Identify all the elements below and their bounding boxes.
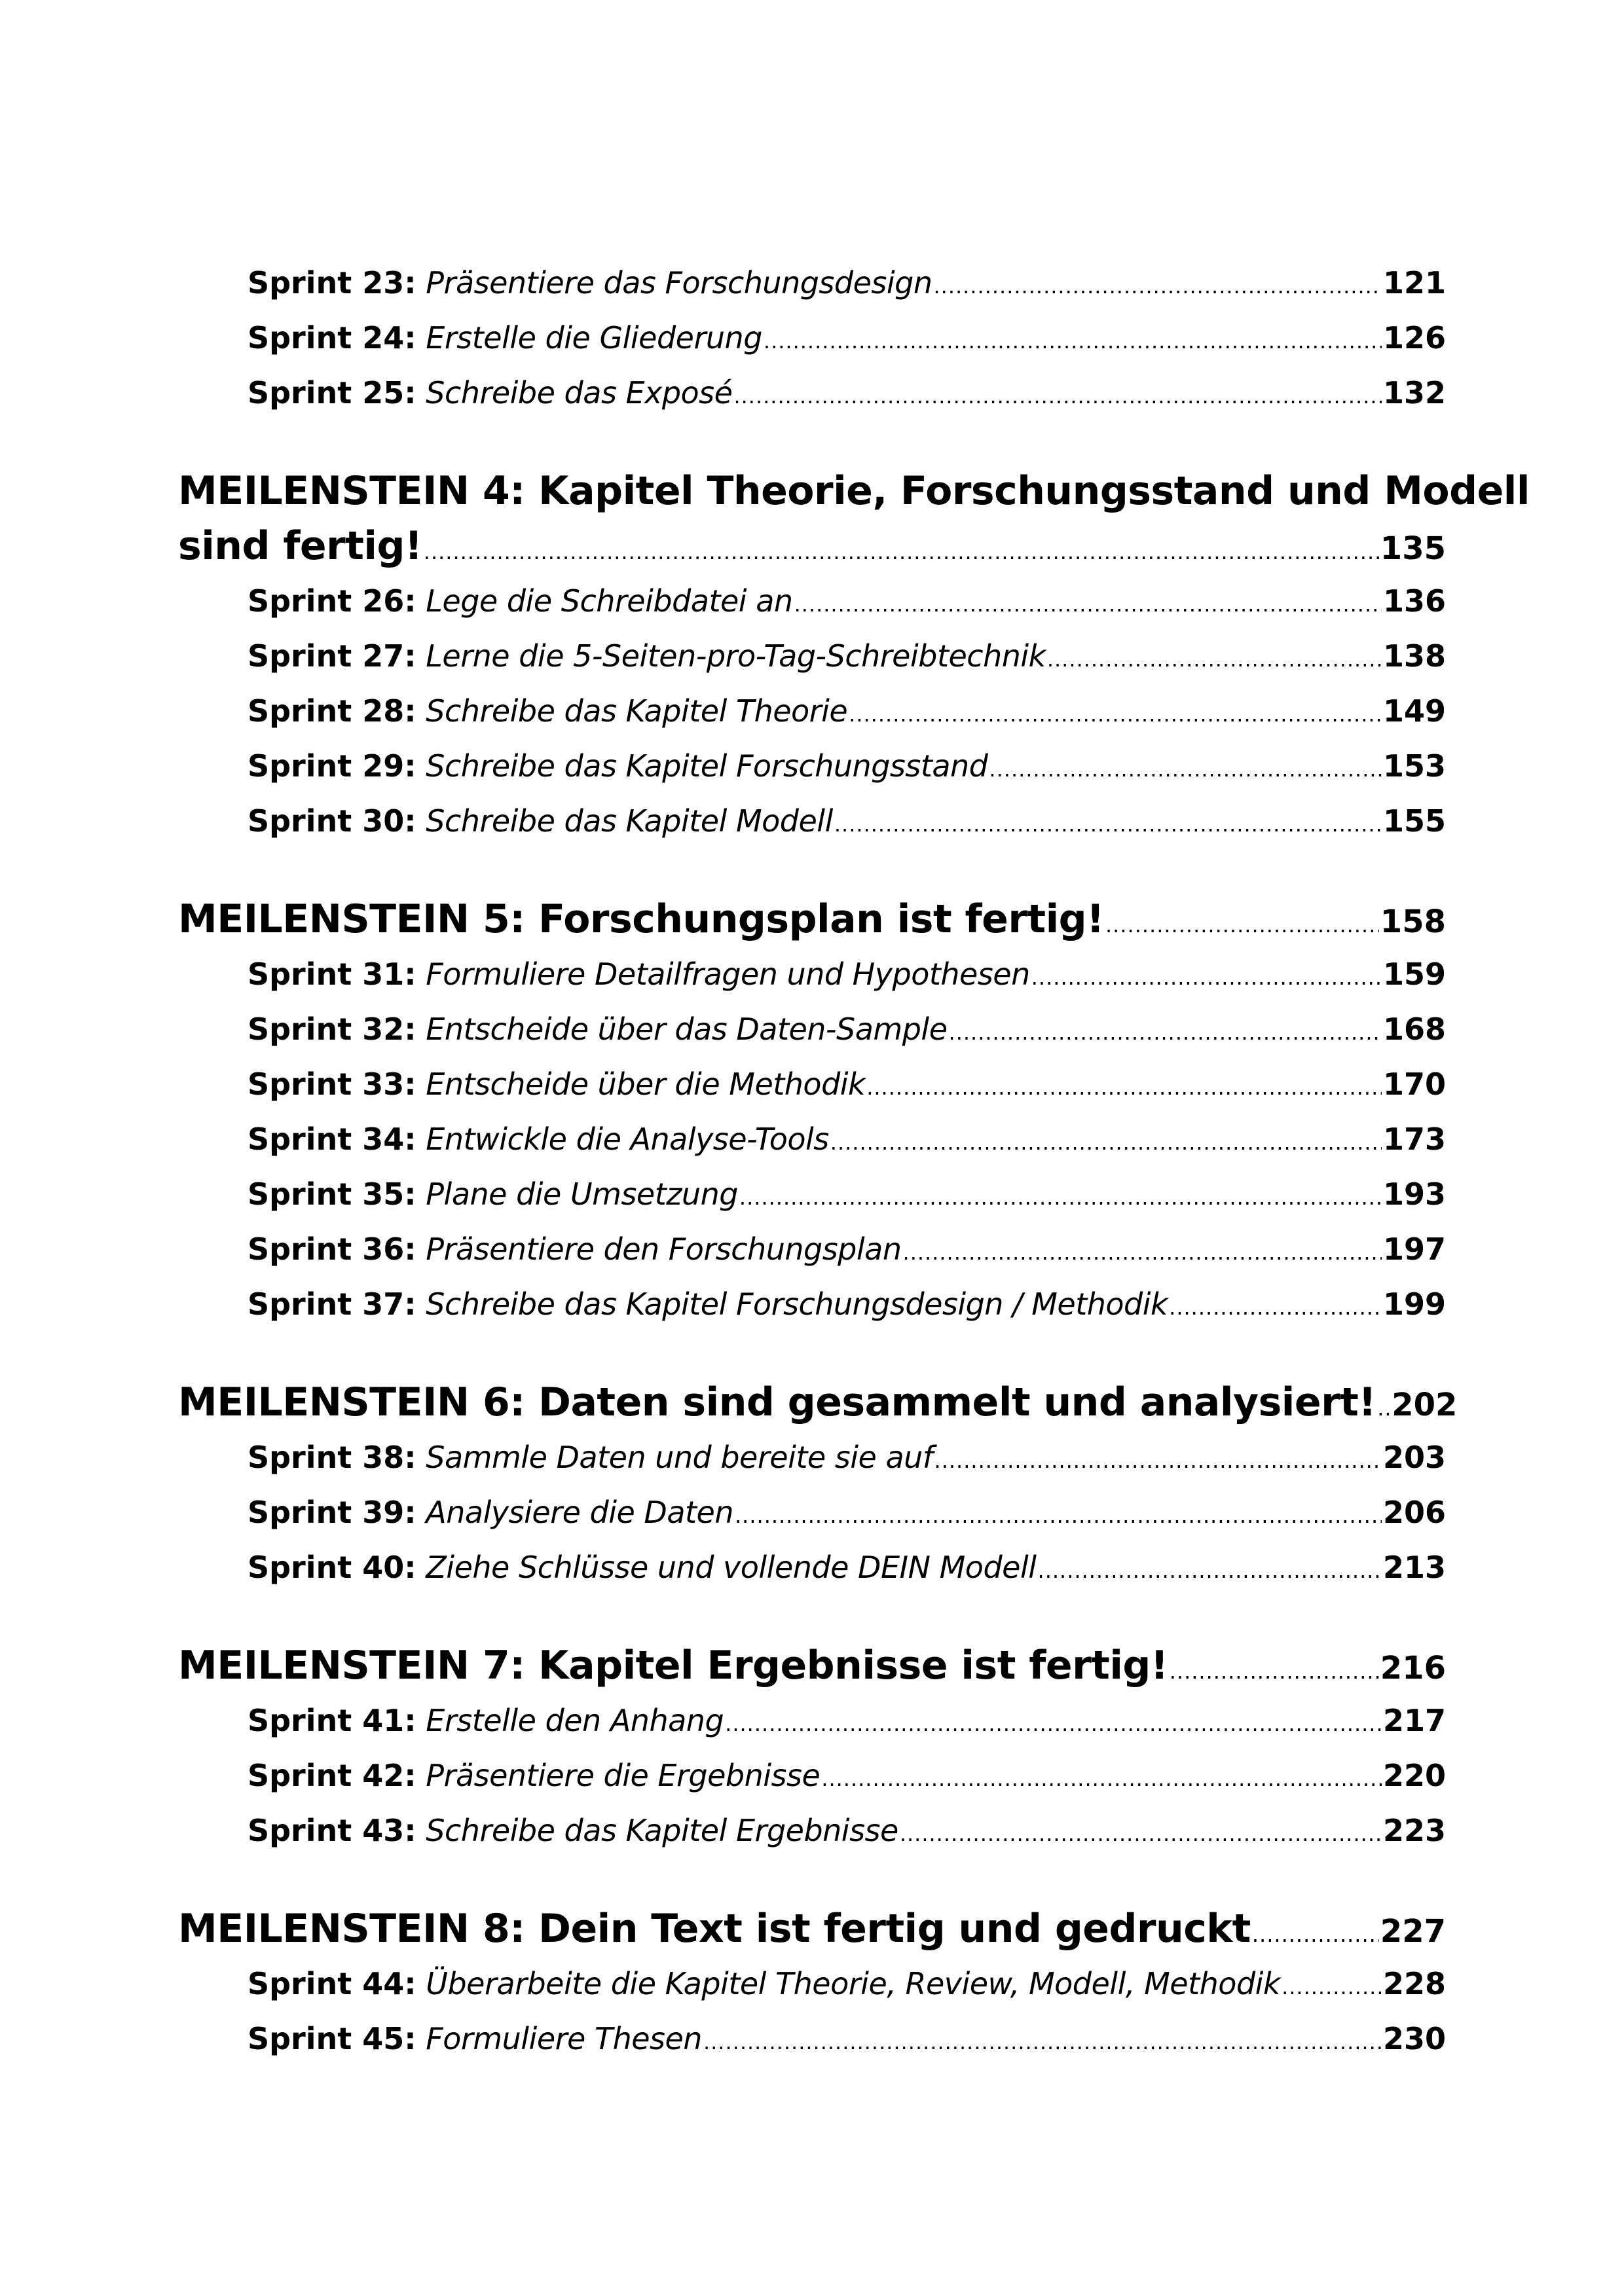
page-number: 158 <box>1380 903 1446 940</box>
dot-leader <box>934 1433 1382 1488</box>
milestone-heading[interactable] <box>178 1901 1446 1956</box>
milestone-heading[interactable] <box>178 1638 1446 1693</box>
page-number: 132 <box>1382 375 1446 410</box>
page-number: 153 <box>1382 748 1446 784</box>
sprint-title: Entwickle die Analyse-Tools <box>426 1121 829 1157</box>
dot-leader <box>794 577 1382 632</box>
dot-leader <box>849 687 1382 742</box>
toc-entry[interactable] <box>248 574 1446 629</box>
sprint-label: Sprint 25: <box>248 375 416 410</box>
sprint-label: Sprint 26: <box>248 583 416 619</box>
page-number: 173 <box>1382 1121 1446 1157</box>
dot-leader <box>1252 1907 1379 1962</box>
sprint-title: Überarbeite die Kapitel Theorie, Review, Modell, Methodik <box>426 1966 1281 2001</box>
sprint-label: Sprint 31: <box>248 957 416 992</box>
milestone-title-line2: sind fertig! <box>178 523 422 569</box>
toc-entry[interactable] <box>248 1485 1446 1540</box>
toc-entry[interactable] <box>248 310 1446 365</box>
dot-leader <box>424 524 1379 579</box>
sprint-title: Präsentiere das Forschungsdesign <box>426 265 932 301</box>
dot-leader <box>764 314 1382 369</box>
dot-leader <box>834 797 1382 852</box>
sprint-label: Sprint 23: <box>248 265 416 301</box>
page-number: 213 <box>1382 1550 1446 1585</box>
toc-entry[interactable] <box>248 738 1446 793</box>
sprint-title: Sammle Daten und bereite sie auf <box>426 1440 933 1475</box>
milestone-heading[interactable] <box>178 1375 1458 1430</box>
page-number: 193 <box>1382 1176 1446 1212</box>
toc-entry[interactable] <box>248 1167 1446 1222</box>
page-number: 203 <box>1382 1440 1446 1475</box>
sprint-title: Schreibe das Kapitel Forschungsdesign / Methodik <box>426 1286 1168 1322</box>
sprint-title: Präsentiere den Forschungsplan <box>426 1231 902 1267</box>
sprint-label: Sprint 45: <box>248 2021 416 2056</box>
sprint-title: Ziehe Schlüsse und vollende DEIN Modell <box>426 1550 1037 1585</box>
dot-leader <box>739 1170 1382 1225</box>
page-number: 206 <box>1382 1495 1446 1530</box>
sprint-label: Sprint 42: <box>248 1758 416 1793</box>
toc-entry[interactable] <box>248 365 1446 420</box>
sprint-label: Sprint 30: <box>248 803 416 839</box>
sprint-label: Sprint 44: <box>248 1966 416 2001</box>
page-number: 121 <box>1382 265 1446 301</box>
sprint-label: Sprint 24: <box>248 320 416 355</box>
page-number: 216 <box>1380 1650 1446 1686</box>
dot-leader <box>1377 1381 1390 1436</box>
milestone-heading[interactable] <box>178 464 1530 574</box>
dot-leader <box>733 369 1382 424</box>
milestone-title: MEILENSTEIN 5: Forschungsplan ist fertig! <box>178 896 1104 942</box>
milestone-title: MEILENSTEIN 6: Daten sind gesammelt und analysiert! <box>178 1379 1376 1425</box>
toc-entry[interactable] <box>248 1002 1446 1057</box>
milestone-heading[interactable] <box>178 892 1446 947</box>
page-number: 135 <box>1380 530 1446 567</box>
dot-leader <box>725 1696 1382 1751</box>
sprint-label: Sprint 35: <box>248 1176 416 1212</box>
dot-leader <box>949 1005 1382 1060</box>
toc-entry[interactable] <box>248 1430 1446 1485</box>
toc-entry[interactable] <box>248 255 1446 310</box>
toc-entry[interactable] <box>248 629 1446 683</box>
page-number: 138 <box>1382 638 1446 674</box>
page-number: 136 <box>1382 583 1446 619</box>
sprint-label: Sprint 34: <box>248 1121 416 1157</box>
dot-leader <box>903 1225 1382 1280</box>
sprint-label: Sprint 28: <box>248 693 416 729</box>
dot-leader <box>1282 1959 1382 2014</box>
dot-leader <box>1105 898 1379 953</box>
sprint-label: Sprint 39: <box>248 1495 416 1530</box>
sprint-label: Sprint 41: <box>248 1703 416 1738</box>
sprint-title: Schreibe das Kapitel Forschungsstand <box>426 748 988 784</box>
toc-entry[interactable] <box>248 1277 1446 1332</box>
dot-leader <box>1170 1644 1379 1699</box>
sprint-title: Schreibe das Exposé <box>426 375 733 410</box>
dot-leader <box>830 1115 1382 1170</box>
page-number: 126 <box>1382 320 1446 355</box>
sprint-title: Schreibe das Kapitel Modell <box>426 803 833 839</box>
page-number: 220 <box>1382 1758 1446 1793</box>
dot-leader <box>1169 1280 1382 1335</box>
sprint-title: Erstelle den Anhang <box>426 1703 724 1738</box>
dot-leader <box>1031 950 1382 1005</box>
page-number: 149 <box>1382 693 1446 729</box>
milestone-title-line1: MEILENSTEIN 4: Kapitel Theorie, Forschungsstand und Modell <box>178 468 1530 514</box>
page-number: 202 <box>1392 1387 1458 1423</box>
dot-leader <box>989 742 1382 797</box>
sprint-title: Lege die Schreibdatei an <box>426 583 793 619</box>
toc-entry[interactable] <box>248 1956 1446 2011</box>
toc-entry[interactable] <box>248 683 1446 738</box>
toc-entry[interactable] <box>248 1057 1446 1112</box>
toc-entry[interactable] <box>248 1112 1446 1167</box>
sprint-label: Sprint 40: <box>248 1550 416 1585</box>
sprint-title: Lerne die 5-Seiten-pro-Tag-Schreibtechnik <box>426 638 1046 674</box>
sprint-title: Schreibe das Kapitel Theorie <box>426 693 848 729</box>
toc-entry[interactable] <box>248 947 1446 1002</box>
table-of-contents <box>178 255 1530 2066</box>
dot-leader <box>900 1806 1382 1861</box>
page-number: 228 <box>1382 1966 1446 2001</box>
toc-entry[interactable] <box>248 2011 1446 2066</box>
dot-leader <box>1038 1543 1382 1598</box>
dot-leader <box>933 259 1381 314</box>
page-number: 217 <box>1382 1703 1446 1738</box>
toc-entry[interactable] <box>248 1693 1446 1748</box>
page-number: 159 <box>1382 957 1446 992</box>
sprint-title: Formuliere Thesen <box>426 2021 702 2056</box>
page-number: 168 <box>1382 1011 1446 1047</box>
sprint-title: Analysiere die Daten <box>426 1495 733 1530</box>
milestone-title: MEILENSTEIN 7: Kapitel Ergebnisse ist fertig! <box>178 1643 1168 1688</box>
sprint-title: Erstelle die Gliederung <box>426 320 762 355</box>
sprint-label: Sprint 38: <box>248 1440 416 1475</box>
sprint-label: Sprint 27: <box>248 638 416 674</box>
dot-leader <box>821 1751 1382 1806</box>
sprint-label: Sprint 33: <box>248 1066 416 1102</box>
sprint-title: Formuliere Detailfragen und Hypothesen <box>426 957 1030 992</box>
sprint-title: Entscheide über das Daten-Sample <box>426 1011 948 1047</box>
toc-entry[interactable] <box>248 1748 1446 1803</box>
sprint-label: Sprint 43: <box>248 1813 416 1848</box>
toc-entry[interactable] <box>248 1222 1446 1277</box>
dot-leader <box>1047 632 1382 687</box>
sprint-label: Sprint 32: <box>248 1011 416 1047</box>
dot-leader <box>703 2014 1382 2069</box>
sprint-label: Sprint 37: <box>248 1286 416 1322</box>
page-number: 199 <box>1382 1286 1446 1322</box>
dot-leader <box>735 1488 1382 1543</box>
sprint-title: Entscheide über die Methodik <box>426 1066 866 1102</box>
toc-entry[interactable] <box>248 1803 1446 1858</box>
page-number: 230 <box>1382 2021 1446 2056</box>
page-number: 197 <box>1382 1231 1446 1267</box>
sprint-title: Plane die Umsetzung <box>426 1176 738 1212</box>
page-number: 227 <box>1380 1913 1446 1950</box>
dot-leader <box>866 1060 1382 1115</box>
sprint-title: Präsentiere die Ergebnisse <box>426 1758 821 1793</box>
sprint-label: Sprint 29: <box>248 748 416 784</box>
toc-entry[interactable] <box>248 1540 1446 1595</box>
sprint-title: Schreibe das Kapitel Ergebnisse <box>426 1813 898 1848</box>
toc-entry[interactable] <box>248 793 1446 848</box>
page-number: 155 <box>1382 803 1446 839</box>
page-number: 223 <box>1382 1813 1446 1848</box>
milestone-title: MEILENSTEIN 8: Dein Text ist fertig und gedruckt <box>178 1906 1251 1952</box>
sprint-label: Sprint 36: <box>248 1231 416 1267</box>
page-number: 170 <box>1382 1066 1446 1102</box>
